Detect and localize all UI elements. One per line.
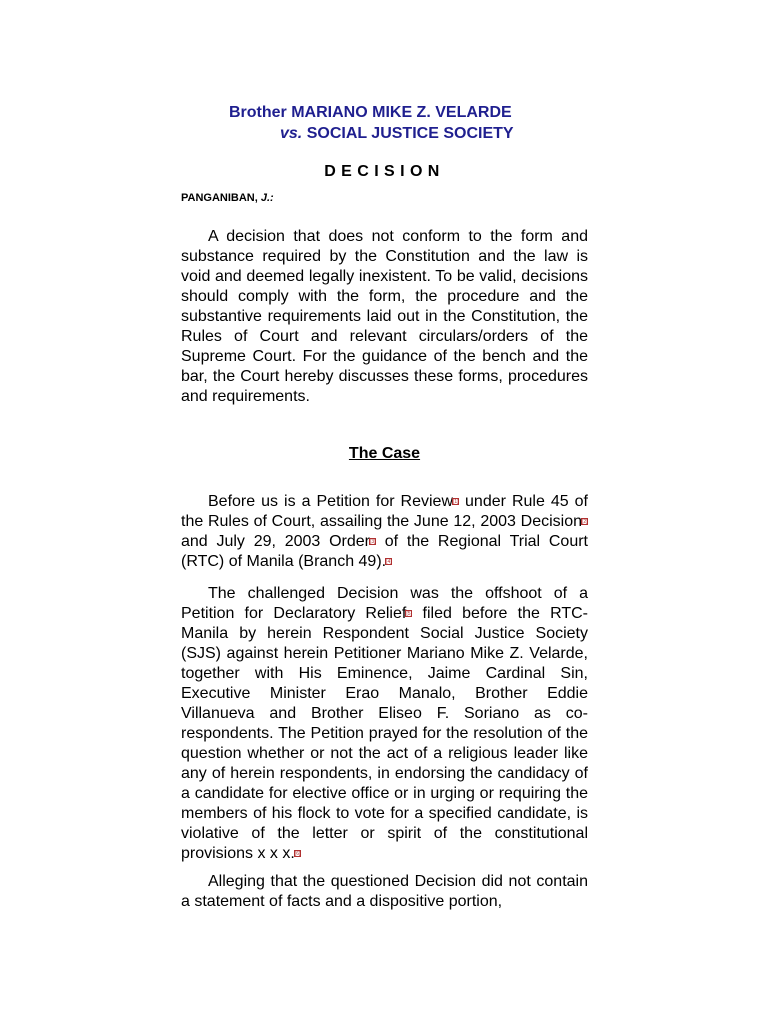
case-title-line2 bbox=[229, 123, 569, 144]
footnote-link-6[interactable]: [6] bbox=[294, 851, 301, 858]
paragraph-alleging: Alleging that the questioned Decision did not contain a statement of facts and a dispositive portion, bbox=[181, 873, 588, 910]
paragraph-text: and July 29, 2003 Order bbox=[181, 533, 370, 550]
footnote-link-4[interactable]: [4] bbox=[386, 559, 392, 566]
intro-paragraph: A decision that does not conform to the form and substance required by the Constitution and the law is void and deemed legally inexistent. To be valid, decisions should comply with the form, the procedure and the substantive requirements laid out in the Constitution, the Rules of Court and relevant circulars/orders of the Supreme Court. For the guidance of the bench and the bar, the Court hereby discusses these forms, procedures and requirements. bbox=[181, 228, 588, 405]
paragraph-text: filed before the RTC-Manila by herein Respondent Social Justice Society (SJS) against herein Petitioner Mariano Mike Z. Velarde, together with His Eminence, Jaime Cardinal Sin, Executive Minister Erao Manalo, Brother Eddie Villanueva and Brother Eliseo F. Soriano as co-respondents. The Petition prayed for the resolution of the question whether or not the act of a religious leader like any of herein respondents, in endorsing the candidacy of a candidate for elective office or in urging or requiring the members of his flock to vote for a specified candidate, is violative of the letter or spirit of the constitutional provisions x x x. bbox=[181, 605, 588, 862]
decision-heading: DECISION bbox=[324, 163, 445, 180]
paragraph-text: under Rule 45 of the Rules of Court, assailing the June 12, 2003 Decision bbox=[181, 493, 588, 530]
case-title-respondent: SOCIAL JUSTICE SOCIETY bbox=[306, 125, 514, 142]
footnote-link-3[interactable]: [3] bbox=[370, 539, 376, 546]
case-title bbox=[229, 102, 569, 144]
ponente-suffix: J.: bbox=[260, 192, 274, 204]
paragraph-challenged-decision bbox=[181, 584, 588, 864]
ponente bbox=[181, 192, 274, 204]
paragraph-petition bbox=[181, 492, 588, 572]
ponente-name: PANGANIBAN, bbox=[181, 192, 258, 204]
paragraph-text: Before us is a Petition for Review bbox=[208, 493, 454, 510]
footnote-link-1[interactable]: [1] bbox=[453, 499, 459, 506]
section-heading-the-case: The Case bbox=[348, 445, 421, 462]
case-title-vs: vs. bbox=[280, 125, 303, 142]
footnote-link-2[interactable]: [2] bbox=[582, 519, 588, 526]
footnote-link-5[interactable]: [5] bbox=[406, 611, 412, 618]
case-title-line1: Brother MARIANO MIKE Z. VELARDE bbox=[229, 104, 512, 121]
paragraph-text: The challenged Decision was the offshoot of a Petition for Declaratory Relief bbox=[181, 585, 588, 622]
paragraph-text: of the Regional Trial Court (RTC) of Manila (Branch 49). bbox=[181, 533, 588, 570]
